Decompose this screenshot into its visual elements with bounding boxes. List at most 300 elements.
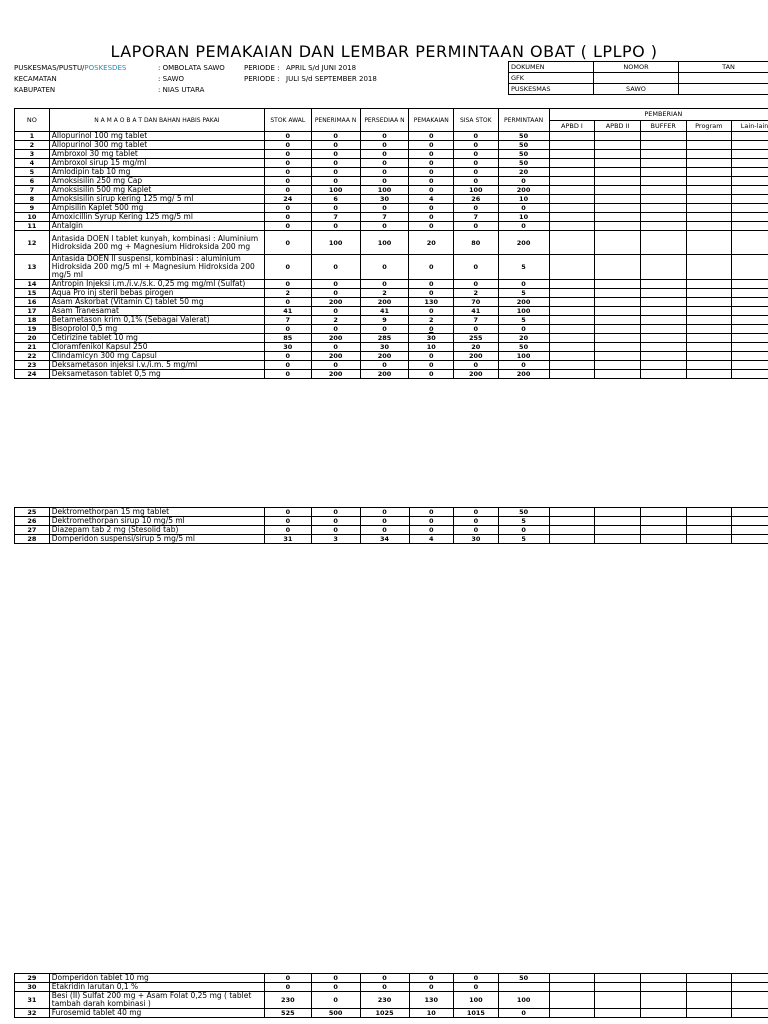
table-row [15, 983, 768, 992]
cell-stok-awal: 31 [264, 535, 311, 544]
cell-penerimaan: 0 [311, 255, 360, 280]
cell-pemberian [549, 992, 595, 1009]
row-number: 8 [15, 195, 50, 204]
cell-pemberian [640, 343, 686, 352]
row-number: 14 [15, 280, 50, 289]
table-row [15, 298, 768, 307]
cell-stok-awal: 41 [264, 307, 311, 316]
info-value: : SAWO [158, 75, 184, 83]
drug-name: Dektromethorpan 15 mg tablet [49, 508, 264, 517]
cell-pemberian [595, 159, 641, 168]
cell-pemberian [686, 370, 732, 379]
cell-pemberian [549, 231, 595, 255]
cell-permintaan: 50 [498, 132, 549, 141]
row-number: 12 [15, 231, 50, 255]
cell-persediaan: 0 [360, 526, 409, 535]
cell-pemberian [686, 159, 732, 168]
cell-persediaan: 200 [360, 370, 409, 379]
doc-cell [679, 73, 768, 84]
cell-pemberian [595, 370, 641, 379]
cell-sisa-stok: 100 [453, 186, 498, 195]
cell-pemberian [549, 334, 595, 343]
cell-pemberian [732, 231, 768, 255]
cell-pemberian [640, 159, 686, 168]
cell-pemberian [686, 992, 732, 1009]
cell-pemberian [640, 298, 686, 307]
doc-row [509, 84, 768, 95]
drug-table-block-2 [14, 507, 768, 544]
info-value: : OMBOLATA SAWO [158, 64, 225, 72]
cell-pemberian [641, 974, 687, 983]
cell-pemberian [732, 334, 768, 343]
cell-pemberian [640, 325, 686, 334]
doc-cell [679, 84, 768, 95]
cell-stok-awal: 0 [264, 177, 311, 186]
row-number: 25 [15, 508, 50, 517]
cell-pemberian [732, 343, 768, 352]
cell-pemberian [595, 526, 641, 535]
cell-penerimaan: 0 [311, 343, 360, 352]
cell-pemberian [686, 204, 732, 213]
cell-stok-awal: 0 [264, 298, 311, 307]
cell-pemberian [641, 535, 687, 544]
cell-pemberian [595, 325, 641, 334]
cell-persediaan: 0 [360, 280, 409, 289]
table-row [15, 316, 768, 325]
cell-pemberian [595, 343, 641, 352]
cell-stok-awal: 0 [264, 974, 311, 983]
cell-pemberian [732, 280, 768, 289]
cell-permintaan: 200 [498, 186, 549, 195]
cell-penerimaan: 2 [311, 316, 360, 325]
cell-sisa-stok: 7 [453, 316, 498, 325]
drug-name: Amlodipin tab 10 mg [49, 168, 264, 177]
cell-pemberian [549, 280, 595, 289]
col-header-pemberian: PEMBERIAN [549, 109, 768, 121]
drug-name: Asam Askorbat (Vitamin C) tablet 50 mg [49, 298, 264, 307]
drug-name: Diazepam tab 2 mg (Stesolid tab) [49, 526, 264, 535]
cell-persediaan: 100 [360, 186, 409, 195]
cell-permintaan: 0 [498, 280, 549, 289]
cell-sisa-stok: 0 [453, 141, 498, 150]
doc-cell: DOKUMEN [509, 62, 594, 73]
cell-pemberian [549, 255, 595, 280]
info-value: : NIAS UTARA [158, 86, 205, 94]
table-row [15, 334, 768, 343]
cell-pemberian [732, 1009, 768, 1018]
cell-permintaan: 10 [498, 213, 549, 222]
cell-sisa-stok: 0 [453, 361, 498, 370]
cell-pemakaian: 0 [409, 526, 454, 535]
cell-persediaan: 0 [360, 325, 409, 334]
cell-pemakaian: 10 [409, 343, 454, 352]
cell-pemberian [595, 289, 641, 298]
cell-pemakaian: 0 [409, 132, 454, 141]
cell-pemakaian: 0 [409, 983, 454, 992]
drug-name: Bisoprolol 0,5 mg [49, 325, 264, 334]
info-label: PUSKESMAS/PUSTU/ [14, 64, 85, 72]
cell-pemberian [640, 316, 686, 325]
cell-persediaan: 230 [360, 992, 409, 1009]
cell-penerimaan: 0 [311, 222, 360, 231]
cell-sisa-stok: 0 [453, 132, 498, 141]
cell-sisa-stok: 200 [453, 370, 498, 379]
period-label: PERIODE : [244, 75, 280, 83]
cell-penerimaan: 200 [311, 370, 360, 379]
cell-pemberian [686, 1009, 732, 1018]
col-header-no: NO [15, 109, 50, 132]
cell-sisa-stok: 20 [453, 343, 498, 352]
col-header-permintaan: PERMINTAAN [498, 109, 549, 132]
row-number: 30 [15, 983, 50, 992]
cell-stok-awal: 0 [264, 255, 311, 280]
cell-pemberian [549, 974, 595, 983]
cell-sisa-stok: 30 [454, 535, 499, 544]
cell-pemberian [549, 204, 595, 213]
cell-pemberian [732, 177, 768, 186]
cell-persediaan: 0 [360, 150, 409, 159]
cell-pemberian [686, 352, 732, 361]
cell-pemberian [595, 141, 641, 150]
doc-row [509, 73, 768, 84]
cell-sisa-stok: 70 [453, 298, 498, 307]
cell-pemberian [686, 141, 732, 150]
cell-pemberian [732, 325, 768, 334]
cell-persediaan: 0 [360, 141, 409, 150]
col-header-penerimaan: PENERIMAA N [311, 109, 360, 132]
cell-pemberian [686, 526, 732, 535]
cell-pemberian [595, 213, 641, 222]
cell-pemberian [595, 316, 641, 325]
cell-pemberian [595, 508, 641, 517]
cell-sisa-stok: 7 [453, 213, 498, 222]
cell-pemberian [732, 168, 768, 177]
cell-pemberian [732, 222, 768, 231]
cell-pemberian [686, 517, 732, 526]
row-number: 6 [15, 177, 50, 186]
cell-pemberian [549, 213, 595, 222]
cell-pemberian [640, 195, 686, 204]
table-row [15, 307, 768, 316]
cell-persediaan: 285 [360, 334, 409, 343]
cell-pemakaian: 0 [409, 289, 454, 298]
cell-permintaan: 200 [498, 370, 549, 379]
cell-penerimaan: 200 [311, 334, 360, 343]
cell-pemberian [595, 280, 641, 289]
cell-stok-awal: 0 [264, 352, 311, 361]
cell-pemberian [686, 316, 732, 325]
period-value: JULI S/d SEPTEMBER 2018 [286, 75, 377, 83]
col-header-persediaan: PERSEDIAA N [360, 109, 409, 132]
cell-sisa-stok: 255 [453, 334, 498, 343]
cell-pemberian [686, 231, 732, 255]
cell-pemberian [549, 352, 595, 361]
cell-pemberian [595, 186, 641, 195]
cell-persediaan: 0 [360, 974, 409, 983]
cell-penerimaan: 0 [311, 325, 360, 334]
cell-pemberian [595, 222, 641, 231]
cell-permintaan: 0 [498, 177, 549, 186]
cell-pemakaian: 0 [409, 325, 454, 334]
cell-pemberian [595, 974, 641, 983]
cell-stok-awal: 0 [264, 186, 311, 195]
drug-name: Cetirizine tablet 10 mg [49, 334, 264, 343]
cell-permintaan: 100 [498, 992, 549, 1009]
cell-pemakaian: 0 [409, 517, 454, 526]
drug-name: Dektromethorpan sirup 10 mg/5 ml [49, 517, 264, 526]
drug-name: Asam Tranesamat [49, 307, 264, 316]
cell-pemberian [595, 231, 641, 255]
table-row [15, 150, 768, 159]
cell-permintaan: 100 [498, 307, 549, 316]
table-row [15, 343, 768, 352]
document-box [508, 61, 768, 95]
cell-pemberian [732, 213, 768, 222]
cell-pemberian [549, 343, 595, 352]
cell-pemberian [640, 255, 686, 280]
cell-pemberian [595, 132, 641, 141]
cell-pemberian [686, 255, 732, 280]
cell-pemberian [732, 517, 768, 526]
cell-stok-awal: 0 [264, 204, 311, 213]
cell-penerimaan: 0 [311, 289, 360, 298]
cell-pemakaian: 0 [409, 361, 454, 370]
drug-name: Aqua Pro inj steril bebas pirogen [49, 289, 264, 298]
cell-pemberian [640, 222, 686, 231]
doc-cell: GFK [509, 73, 594, 84]
cell-pemberian [732, 974, 768, 983]
cell-stok-awal: 0 [264, 361, 311, 370]
cell-permintaan: 0 [498, 1009, 549, 1018]
cell-pemberian [595, 352, 641, 361]
cell-persediaan: 0 [360, 222, 409, 231]
cell-pemberian [686, 307, 732, 316]
cell-pemakaian: 4 [409, 535, 454, 544]
cell-pemberian [686, 177, 732, 186]
row-number: 10 [15, 213, 50, 222]
cell-pemberian [595, 204, 641, 213]
cell-pemberian [686, 150, 732, 159]
cell-sisa-stok: 0 [453, 222, 498, 231]
cell-pemberian [686, 535, 732, 544]
col-header-name: N A M A O B A T DAN BAHAN HABIS PAKAI [49, 109, 264, 132]
cell-persediaan: 0 [360, 983, 409, 992]
cell-persediaan: 0 [360, 255, 409, 280]
cell-permintaan: 0 [498, 204, 549, 213]
row-number: 15 [15, 289, 50, 298]
cell-pemberian [595, 307, 641, 316]
cell-pemberian [549, 361, 595, 370]
cell-pemakaian: 0 [409, 141, 454, 150]
cell-pemakaian: 0 [409, 186, 454, 195]
cell-pemberian [732, 298, 768, 307]
cell-pemberian [686, 334, 732, 343]
drug-name: Ambroxol 30 mg tablet [49, 150, 264, 159]
row-number: 26 [15, 517, 50, 526]
row-number: 28 [15, 535, 50, 544]
doc-cell [594, 73, 679, 84]
cell-permintaan: 50 [498, 974, 549, 983]
cell-pemakaian: 0 [409, 255, 454, 280]
row-number: 1 [15, 132, 50, 141]
cell-permintaan: 0 [498, 222, 549, 231]
table-row [15, 222, 768, 231]
cell-pemberian [549, 177, 595, 186]
cell-sisa-stok: 0 [454, 974, 499, 983]
table-row [15, 325, 768, 334]
row-number: 17 [15, 307, 50, 316]
row-number: 29 [15, 974, 50, 983]
table-row [15, 213, 768, 222]
cell-persediaan: 200 [360, 298, 409, 307]
drug-name: Amoksisilin 250 mg Cap [49, 177, 264, 186]
cell-pemberian [640, 150, 686, 159]
row-number: 3 [15, 150, 50, 159]
cell-pemberian [640, 141, 686, 150]
cell-pemberian [640, 231, 686, 255]
drug-name: Betametason krim 0,1% (Sebagai Valerat) [49, 316, 264, 325]
drug-name: Allopurinol 300 mg tablet [49, 141, 264, 150]
row-number: 13 [15, 255, 50, 280]
cell-persediaan: 0 [360, 132, 409, 141]
cell-penerimaan: 0 [311, 150, 360, 159]
cell-pemberian [549, 132, 595, 141]
cell-stok-awal: 0 [264, 141, 311, 150]
cell-pemberian [640, 204, 686, 213]
cell-penerimaan: 0 [311, 159, 360, 168]
cell-pemberian [641, 983, 687, 992]
cell-pemberian [732, 307, 768, 316]
drug-name: Amoxicillin Syrup Kering 125 mg/5 ml [49, 213, 264, 222]
cell-pemberian [595, 150, 641, 159]
drug-name: Antalgin [49, 222, 264, 231]
cell-pemberian [686, 298, 732, 307]
cell-sisa-stok: 0 [454, 526, 499, 535]
cell-stok-awal: 0 [264, 280, 311, 289]
cell-sisa-stok: 0 [453, 325, 498, 334]
cell-stok-awal: 24 [264, 195, 311, 204]
cell-permintaan: 20 [498, 334, 549, 343]
cell-permintaan: 200 [498, 298, 549, 307]
cell-stok-awal: 7 [264, 316, 311, 325]
cell-pemakaian: 0 [409, 177, 454, 186]
table-row [15, 526, 768, 535]
cell-penerimaan: 6 [311, 195, 360, 204]
drug-name: Antasida DOEN II suspensi, kombinasi : aluminium Hidroksida 200 mg/5 ml + Magnesium Hidroksida 200 mg/5 ml [49, 255, 264, 280]
cell-penerimaan: 100 [311, 186, 360, 195]
table-row [15, 141, 768, 150]
info-row-kecamatan [14, 74, 244, 85]
cell-pemakaian: 0 [409, 168, 454, 177]
cell-pemakaian: 0 [409, 370, 454, 379]
cell-pemberian [686, 195, 732, 204]
row-number: 20 [15, 334, 50, 343]
row-number: 23 [15, 361, 50, 370]
cell-sisa-stok: 0 [454, 508, 499, 517]
cell-pemberian [640, 289, 686, 298]
cell-pemberian [640, 370, 686, 379]
cell-stok-awal: 30 [264, 343, 311, 352]
col-header-stok-awal: STOK AWAL [264, 109, 311, 132]
cell-penerimaan: 0 [311, 307, 360, 316]
table-row [15, 231, 768, 255]
row-number: 16 [15, 298, 50, 307]
cell-stok-awal: 0 [264, 325, 311, 334]
drug-name: Clindamicyn 300 mg Capsul [49, 352, 264, 361]
drug-name: Allopurinol 100 mg tablet [49, 132, 264, 141]
cell-pemberian [595, 361, 641, 370]
cell-sisa-stok: 0 [453, 280, 498, 289]
period-value: APRIL S/d JUNI 2018 [286, 64, 357, 72]
cell-pemberian [686, 343, 732, 352]
cell-penerimaan: 200 [311, 298, 360, 307]
cell-pemberian [732, 195, 768, 204]
doc-cell: TAN [679, 62, 768, 73]
cell-sisa-stok: 1015 [454, 1009, 499, 1018]
cell-sisa-stok: 0 [453, 168, 498, 177]
drug-name: Deksametason tablet 0,5 mg [49, 370, 264, 379]
header-row [15, 109, 768, 121]
cell-pemberian [686, 361, 732, 370]
col-header-pemakaian: PEMAKAIAN [409, 109, 454, 132]
cell-persediaan: 0 [360, 204, 409, 213]
cell-persediaan: 9 [360, 316, 409, 325]
info-label: KABUPATEN [14, 86, 56, 94]
row-number: 32 [15, 1009, 50, 1018]
cell-sisa-stok: 0 [453, 177, 498, 186]
col-header-lain-lain: Lain-lain [732, 121, 768, 132]
drug-name: Ambroxol sirup 15 mg/ml [49, 159, 264, 168]
cell-penerimaan: 0 [311, 132, 360, 141]
cell-sisa-stok: 0 [454, 983, 499, 992]
cell-persediaan: 0 [360, 168, 409, 177]
row-number: 4 [15, 159, 50, 168]
cell-pemberian [686, 280, 732, 289]
info-period [244, 63, 494, 85]
cell-pemakaian: 10 [409, 1009, 454, 1018]
cell-pemberian [686, 222, 732, 231]
cell-penerimaan: 500 [311, 1009, 360, 1018]
cell-pemakaian: 0 [409, 159, 454, 168]
cell-stok-awal: 0 [264, 517, 311, 526]
table-row [15, 289, 768, 298]
cell-pemberian [686, 508, 732, 517]
cell-pemberian [549, 186, 595, 195]
cell-pemberian [640, 361, 686, 370]
table-row [15, 361, 768, 370]
table-row [15, 255, 768, 280]
cell-pemberian [686, 168, 732, 177]
cell-sisa-stok: 2 [453, 289, 498, 298]
cell-pemberian [595, 334, 641, 343]
info-row-kabupaten [14, 85, 244, 96]
row-number: 9 [15, 204, 50, 213]
cell-stok-awal: 0 [264, 526, 311, 535]
cell-pemberian [686, 186, 732, 195]
cell-pemberian [640, 307, 686, 316]
cell-permintaan: 5 [498, 535, 549, 544]
cell-pemberian [549, 159, 595, 168]
cell-penerimaan: 200 [311, 352, 360, 361]
cell-permintaan: 50 [498, 150, 549, 159]
cell-pemberian [732, 150, 768, 159]
col-header-program: Program [686, 121, 732, 132]
drug-name: Deksametason injeksi i.v./i.m. 5 mg/ml [49, 361, 264, 370]
cell-pemberian [640, 177, 686, 186]
cell-pemberian [640, 280, 686, 289]
cell-pemberian [686, 289, 732, 298]
cell-permintaan: 50 [498, 141, 549, 150]
